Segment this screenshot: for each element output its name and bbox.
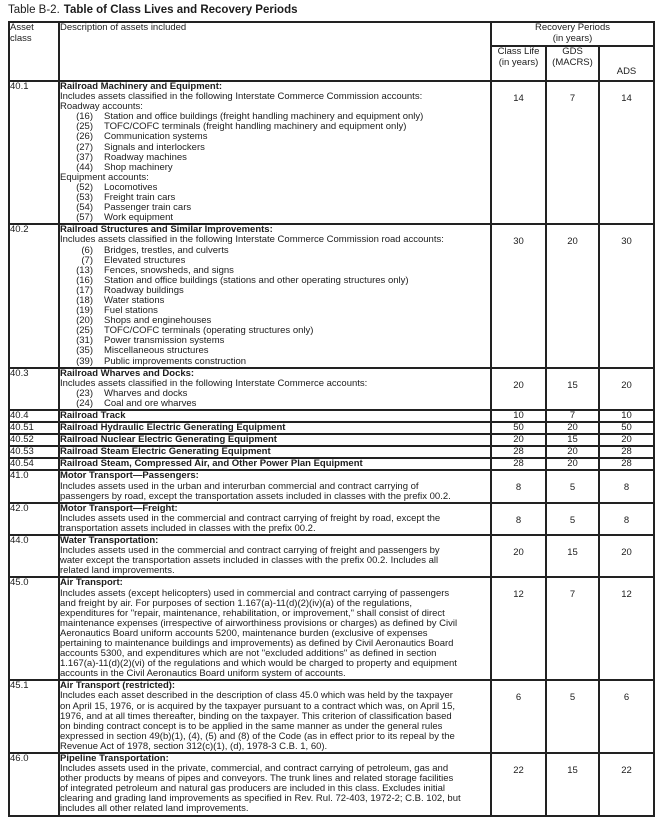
account-number: (17) xyxy=(76,284,93,296)
account-text: Fences, snowsheds, and signs xyxy=(104,264,234,276)
class-life-cell: 8 xyxy=(491,470,546,502)
description-cell xyxy=(59,434,491,446)
header-asset-line2: class xyxy=(10,32,32,44)
description-cell xyxy=(59,680,491,753)
table-row xyxy=(9,535,654,577)
header-ads: ADS xyxy=(599,46,654,81)
account-text: TOFC/COFC terminals (operating structures only) xyxy=(104,325,314,337)
description-line: Includes assets used in the commercial and contract carrying of freight by road, except the xyxy=(60,512,441,524)
gds-cell: 20 xyxy=(546,422,599,434)
description-line: Roadway accounts: xyxy=(60,101,143,113)
ads-cell: 12 xyxy=(599,577,654,680)
account-number: (37) xyxy=(76,151,93,163)
account-text: Passenger train cars xyxy=(104,202,192,214)
gds-cell: 20 xyxy=(546,446,599,458)
asset-class-cell: 45.0 xyxy=(9,577,59,680)
description-cell xyxy=(59,753,491,816)
account-text: Communication systems xyxy=(104,131,208,143)
account-text: Public improvements construction xyxy=(104,355,247,367)
account-number: (39) xyxy=(76,355,93,367)
gds-cell: 20 xyxy=(546,224,599,367)
account-text: Signals and interlockers xyxy=(104,141,205,153)
description-cell xyxy=(59,368,491,410)
table-row xyxy=(9,434,654,446)
account-number: (13) xyxy=(76,264,93,276)
gds-cell: 7 xyxy=(546,410,599,422)
gds-cell: 5 xyxy=(546,503,599,535)
account-number: (52) xyxy=(76,181,93,193)
class-life-cell: 20 xyxy=(491,535,546,577)
description-line: of integrated petroleum and natural gas producers are included in this class. Excludes initial xyxy=(60,783,445,795)
ads-cell: 22 xyxy=(599,753,654,816)
account-item-line xyxy=(60,399,490,409)
account-number: (26) xyxy=(76,131,93,143)
account-item-line xyxy=(60,213,490,223)
description-line: on April 15, 1976, or is acquired by the taxpayer pursuant to a contract which was, on April 15, xyxy=(60,700,456,712)
class-life-cell: 20 xyxy=(491,434,546,446)
class-life-cell: 8 xyxy=(491,503,546,535)
description-line: Includes assets classified in the following Interstate Commerce accounts: xyxy=(60,377,368,389)
description-line: passengers by road, except the transportation assets included in classes with the prefix 00.2. xyxy=(60,490,451,502)
account-text: Locomotives xyxy=(104,181,158,193)
gds-cell: 5 xyxy=(546,680,599,753)
description-line: transportation assets included in classes with the prefix 00.2. xyxy=(60,522,316,534)
table-row xyxy=(9,458,654,470)
row-title: Air Transport (restricted): xyxy=(60,680,176,692)
ads-cell: 8 xyxy=(599,503,654,535)
header-recovery-periods: Recovery Periods (in years) xyxy=(491,22,654,46)
account-text: Work equipment xyxy=(104,212,173,224)
account-text: Coal and ore wharves xyxy=(104,397,197,409)
ads-cell: 10 xyxy=(599,410,654,422)
account-number: (16) xyxy=(76,274,93,286)
row-title: Pipeline Transportation: xyxy=(60,753,169,764)
header-description: Description of assets included xyxy=(59,22,491,81)
gds-cell: 15 xyxy=(546,535,599,577)
row-title: Railroad Machinery and Equipment: xyxy=(60,81,223,92)
row-title: Railroad Nuclear Electric Generating Equipment xyxy=(60,434,277,446)
table-row xyxy=(9,410,654,422)
asset-class-cell: 40.54 xyxy=(9,458,59,470)
description-line: Revenue Act of 1978, section 312(c)(1), (d), 1978-3 C.B. 1, 60). xyxy=(60,740,328,752)
table-title xyxy=(8,4,653,17)
ads-cell: 6 xyxy=(599,680,654,753)
asset-class-cell: 42.0 xyxy=(9,503,59,535)
row-title: Air Transport: xyxy=(60,577,123,589)
class-life-cell: 28 xyxy=(491,458,546,470)
account-number: (24) xyxy=(76,397,93,409)
account-text: Bridges, trestles, and culverts xyxy=(104,244,229,256)
account-number: (25) xyxy=(76,121,93,133)
description-line: includes all other related land improvements. xyxy=(60,803,249,815)
account-text: Station and office buildings (stations and other operating structures only) xyxy=(104,274,409,286)
description-line: other products by means of pipes and conveyors. The trunk lines and related storage facilities xyxy=(60,773,454,785)
account-number: (20) xyxy=(76,315,93,327)
account-number: (54) xyxy=(76,202,93,214)
account-text: Roadway buildings xyxy=(104,284,184,296)
account-item-line xyxy=(60,357,490,367)
account-text: Roadway machines xyxy=(104,151,187,163)
description-line: Equipment accounts: xyxy=(60,171,149,183)
description-cell xyxy=(59,577,491,680)
description-line: water except the transportation assets included in classes with the prefix 00.2. Includes all xyxy=(60,555,439,567)
row-title: Motor Transport—Passengers: xyxy=(60,470,199,482)
table-body xyxy=(9,81,654,816)
class-life-cell: 6 xyxy=(491,680,546,753)
account-number: (35) xyxy=(76,345,93,357)
account-number: (6) xyxy=(81,244,93,256)
ads-cell: 14 xyxy=(599,81,654,224)
gds-cell: 15 xyxy=(546,368,599,410)
account-text: Station and office buildings (freight handling machinery and equipment only) xyxy=(104,111,424,123)
row-title: Railroad Track xyxy=(60,410,126,421)
description-line: expenditures for "repair, maintenance, rehabilitation, or improvement," shall consist of direct xyxy=(60,607,445,619)
asset-class-cell: 40.2 xyxy=(9,224,59,367)
asset-class-cell: 44.0 xyxy=(9,535,59,577)
asset-class-cell: 40.51 xyxy=(9,422,59,434)
ads-cell: 8 xyxy=(599,470,654,502)
row-title: Railroad Steam Electric Generating Equipment xyxy=(60,446,271,458)
account-text: Miscellaneous structures xyxy=(104,345,209,357)
header-class-life: Class Life (in years) xyxy=(491,46,546,81)
asset-class-cell: 46.0 xyxy=(9,753,59,816)
description-line: Includes each asset described in the description of class 45.0 which was held by the taxpayer xyxy=(60,690,453,702)
account-text: Wharves and docks xyxy=(104,387,188,399)
table-row xyxy=(9,577,654,680)
ads-cell: 50 xyxy=(599,422,654,434)
account-number: (23) xyxy=(76,387,93,399)
gds-cell: 20 xyxy=(546,458,599,470)
header-asset-class xyxy=(9,22,59,81)
gds-cell: 5 xyxy=(546,470,599,502)
description-line: pertaining to maintenance buildings and improvements) as defined by Civil Aeronautics Board xyxy=(60,637,454,649)
description-line: 1.167(a)-11(d)(2)(vi) of the regulations and which would be charged to property and equipment xyxy=(60,658,457,670)
account-text: Freight train cars xyxy=(104,192,176,204)
account-number: (25) xyxy=(76,325,93,337)
account-number: (7) xyxy=(81,254,93,266)
gds-cell: 15 xyxy=(546,434,599,446)
description-line: accounts 5300, and expenditures which are not "excluded additions" as defined in section xyxy=(60,648,437,660)
account-text: Fuel stations xyxy=(104,305,158,317)
description-line: maintenance expenses (irrespective of airworthiness provisions or charges) as defined by Civil xyxy=(60,617,458,629)
header-gds: GDS (MACRS) xyxy=(546,46,599,81)
asset-class-cell: 40.52 xyxy=(9,434,59,446)
account-text: Elevated structures xyxy=(104,254,186,266)
description-cell xyxy=(59,503,491,535)
account-text: Shops and enginehouses xyxy=(104,315,212,327)
description-line: Includes assets classified in the following Interstate Commerce Commission road accounts: xyxy=(60,234,444,246)
class-life-cell: 12 xyxy=(491,577,546,680)
account-text: Shop machinery xyxy=(104,161,173,173)
ads-cell: 20 xyxy=(599,368,654,410)
class-lives-table xyxy=(8,21,655,817)
asset-class-cell: 40.1 xyxy=(9,81,59,224)
gds-cell: 7 xyxy=(546,577,599,680)
ads-cell: 20 xyxy=(599,434,654,446)
row-title: Water Transportation: xyxy=(60,535,159,547)
account-number: (16) xyxy=(76,111,93,123)
asset-class-cell: 40.4 xyxy=(9,410,59,422)
account-text: Power transmission systems xyxy=(104,335,225,347)
ads-cell: 28 xyxy=(599,458,654,470)
table-row xyxy=(9,368,654,410)
table-header xyxy=(9,22,654,81)
ads-cell: 30 xyxy=(599,224,654,367)
description-cell xyxy=(59,81,491,224)
class-life-cell: 10 xyxy=(491,410,546,422)
description-cell xyxy=(59,458,491,470)
class-life-cell: 14 xyxy=(491,81,546,224)
asset-class-cell: 40.3 xyxy=(9,368,59,410)
class-life-cell: 30 xyxy=(491,224,546,367)
class-life-cell: 22 xyxy=(491,753,546,816)
row-title: Railroad Wharves and Docks: xyxy=(60,367,195,379)
account-number: (19) xyxy=(76,305,93,317)
description-line: on binding contract concept is to be applied in the same manner as under the general rules xyxy=(60,720,443,732)
description-line: Includes assets (except helicopters) used in commercial and contract carrying of passengers xyxy=(60,587,450,599)
description-line: 1976, and at all times thereafter, binding on the taxpayer. This criterion of classification based xyxy=(60,710,452,722)
description-line: Includes assets used in the commercial and contract carrying of freight and passengers by xyxy=(60,545,440,557)
table-number: Table B-2. xyxy=(8,4,60,16)
row-title: Motor Transport—Freight: xyxy=(60,502,178,514)
account-number: (57) xyxy=(76,212,93,224)
description-line: clearing and grading land improvements as specified in Rev. Rul. 72-403, 1972-2; C.B. 102, but xyxy=(60,793,461,805)
description-line: related land improvements. xyxy=(60,565,175,577)
account-text: Water stations xyxy=(104,294,165,306)
table-row xyxy=(9,470,654,502)
description-cell xyxy=(59,470,491,502)
description-line: Includes assets used in the private, commercial, and contract carrying of petroleum, gas and xyxy=(60,763,449,775)
table-row xyxy=(9,422,654,434)
table-row xyxy=(9,81,654,224)
table-row xyxy=(9,503,654,535)
table-row xyxy=(9,446,654,458)
header-asset-line1: Asset xyxy=(10,22,34,33)
class-life-cell: 20 xyxy=(491,368,546,410)
description-line: Includes assets classified in the following Interstate Commerce Commission accounts: xyxy=(60,91,423,103)
ads-cell: 20 xyxy=(599,535,654,577)
description-line: expressed in section 49(b)(1), (4), (5) and (8) of the Code (as in effect prior to its repeal by the xyxy=(60,730,455,742)
class-life-cell: 28 xyxy=(491,446,546,458)
description-cell xyxy=(59,535,491,577)
table-row xyxy=(9,753,654,816)
description-line: and freight by air. For purposes of section 1.167(a)-11(d)(2)(iv)(a) of the regulations, xyxy=(60,597,413,609)
asset-class-cell: 41.0 xyxy=(9,470,59,502)
table-row xyxy=(9,680,654,753)
class-life-cell: 50 xyxy=(491,422,546,434)
gds-cell: 7 xyxy=(546,81,599,224)
account-number: (27) xyxy=(76,141,93,153)
description-line: accounts in the Civil Aeronautics Board uniform system of accounts. xyxy=(60,668,346,680)
account-number: (53) xyxy=(76,192,93,204)
description-cell xyxy=(59,224,491,367)
asset-class-cell: 45.1 xyxy=(9,680,59,753)
table-title-text: Table of Class Lives and Recovery Periods xyxy=(63,4,298,16)
row-title: Railroad Hydraulic Electric Generating Equipment xyxy=(60,422,286,434)
row-title: Railroad Structures and Similar Improvements: xyxy=(60,224,273,236)
ads-cell: 28 xyxy=(599,446,654,458)
description-cell xyxy=(59,410,491,422)
account-number: (44) xyxy=(76,161,93,173)
description-line: Includes assets used in the urban and interurban commercial and contract carrying of xyxy=(60,480,419,492)
account-number: (18) xyxy=(76,294,93,306)
asset-class-cell: 40.53 xyxy=(9,446,59,458)
account-number: (31) xyxy=(76,335,93,347)
row-title: Railroad Steam, Compressed Air, and Other Power Plan Equipment xyxy=(60,458,363,470)
gds-cell: 15 xyxy=(546,753,599,816)
description-line: Aeronautics Board uniform accounts 5200, maintenance burden (exclusive of expenses xyxy=(60,627,428,639)
table-row xyxy=(9,224,654,367)
account-text: TOFC/COFC terminals (freight handling machinery and equipment only) xyxy=(104,121,407,133)
description-cell xyxy=(59,446,491,458)
description-cell xyxy=(59,422,491,434)
